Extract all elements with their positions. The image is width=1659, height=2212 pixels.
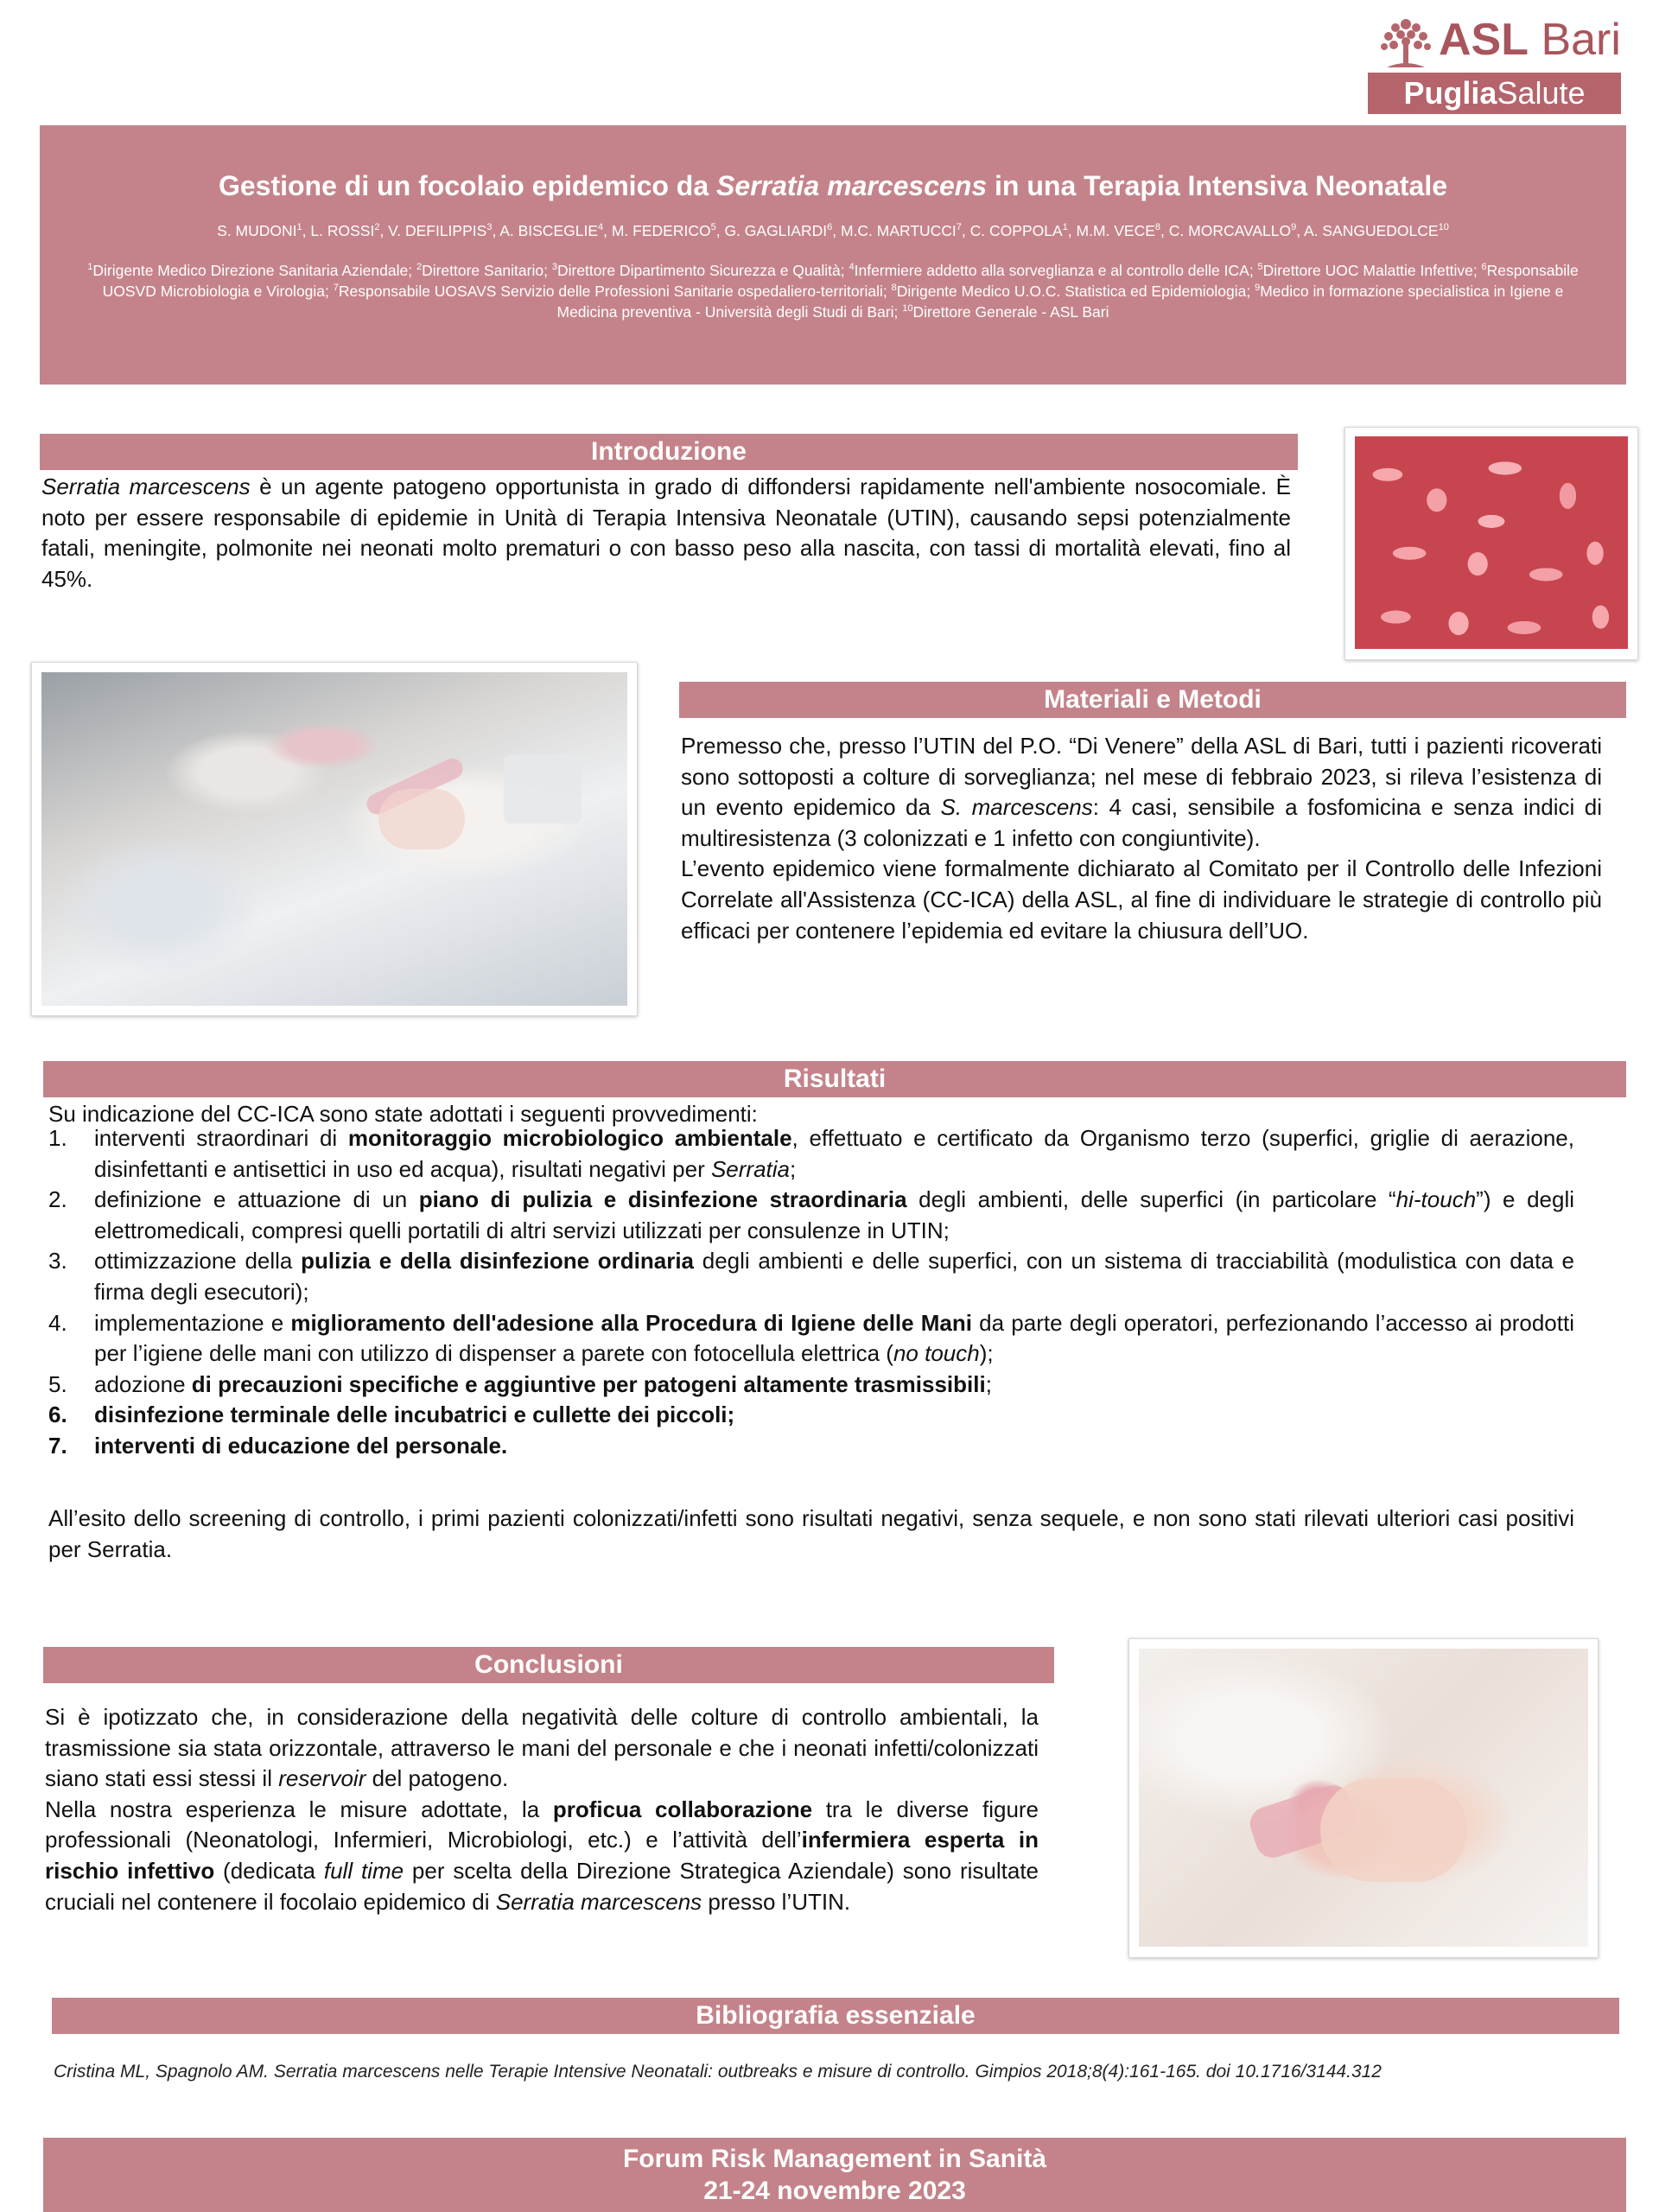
intro-text: Serratia marcescens è un agente patogeno opportunista in grado di diffondersi rapidamente nell'ambiente nosocomiale. È noto per essere responsabile di epidemie in Unità di Terapia Intensiva Neonatale (UTIN), causando sepsi potenzialmente fatali, meningite, polmonite nei neonati molto prematuri o con basso peso alla nascita, con tassi di mortalità elevati, fino al 45%.: [41, 474, 1291, 592]
author: C. MORCAVALLO$^9$: [1168, 222, 1297, 239]
affiliation: $^1$Dirigente Medico Direzione Sanitaria Aziendale: [87, 262, 409, 279]
affiliation: $^5$Direttore UOC Malattie Infettive: [1257, 262, 1473, 279]
author: M. FEDERICO$^5$: [611, 222, 716, 239]
conclusions-heading: Conclusioni: [43, 1647, 1054, 1683]
tree-icon: [1376, 16, 1435, 69]
results-outcome: All’esito dello screening di controllo, i primi pazienti colonizzati/infetti sono risultati negativi, senza sequele, e non sono stati rilevati ulteriori casi positivi per Serratia.: [48, 1505, 1574, 1562]
author: G. GAGLIARDI$^6$: [724, 222, 833, 239]
baby-hand-image: [1139, 1649, 1588, 1947]
methods-paragraph-1: Premesso che, presso l’UTIN del P.O. “Di Venere” della ASL di Bari, tutti i pazienti ricoverati sono sottoposti a colture di sorveglianza; nel mese di febbraio 2023, si rileva l’esistenza di un evento epidemico da S. marcescens: 4 casi, sensibile a fosfomicina e senza indici di multiresistenza (3 colonizzati e 1 infetto con congiuntivite).: [681, 733, 1603, 851]
author: M.C. MARTUCCI$^7$: [840, 222, 962, 239]
poster-header: [40, 125, 1626, 385]
author-list: S. MUDONI$^1$, L. ROSSI$^2$, V. DEFILIPPIS$^3$, A. BISCEGLIE$^4$, M. FEDERICO$^5$, G. GAGLIARDI$^6$, M.C. MARTUCCI$^7$, C. COPPOLA$^1$, M.M. VECE$^8$, C. MORCAVALLO$^9$, A. SANGUEDOLCE$^{10}$: [217, 222, 1449, 239]
baby-hand-shape: [378, 789, 465, 849]
results-list-item: 4. implementazione e miglioramento dell'adesione alla Procedura di Igiene delle Mani da parte degli operatori, perfezionando l’accesso ai prodotti per l’igiene delle mani con utilizzo di dispenser a parete con fotocellula elettrica (no touch);: [48, 1309, 1574, 1367]
results-heading: Risultati: [43, 1061, 1626, 1097]
puglia-salute-band: PugliaSalute: [1368, 73, 1621, 114]
bacteria-microscopy-image: [1355, 436, 1628, 649]
author: L. ROSSI$^2$: [310, 222, 380, 239]
affiliation: $^2$Direttore Sanitario: [416, 262, 544, 279]
asl-bari-logo: [1368, 10, 1621, 114]
bibliography-heading: Bibliografia essenziale: [52, 1998, 1619, 2034]
incubator-newborn-image: [41, 672, 627, 1006]
intro-heading: Introduzione: [40, 434, 1298, 470]
logo-text: ASL Bari: [1439, 15, 1621, 65]
conference-footer: [43, 2138, 1626, 2212]
results-list-item: 7. interventi di educazione del personale.: [48, 1432, 508, 1459]
conference-dates: 21-24 novembre 2023: [703, 2177, 966, 2205]
conclusions-paragraph-1: Si è ipotizzato che, in considerazione della negatività delle colture di controllo ambientali, la trasmissione sia stata orizzontale, attraverso le mani del personale e che i neonati infetti/colonizzati siano stati essi stessi il reservoir del patogeno.: [45, 1704, 1039, 1792]
author: M.M. VECE$^8$: [1076, 222, 1161, 239]
affiliation-list: $^1$Dirigente Medico Direzione Sanitaria Aziendale; $^2$Direttore Sanitario; $^3$Direttore Dipartimento Sicurezza e Qualità; $^4$Infermiere addetto alla sorveglianza e al controllo delle ICA; $^5$Direttore UOC Malattie Infettive; $^6$Responsabile UOSVD Microbiologia e Virologia; $^7$Responsabile UOSAVS Servizio delle Professioni Sanitarie ospedaliero-territoriali; $^8$Dirigente Medico U.O.C. Statistica ed Epidemiologia; $^9$Medico in formazione specialistica in Igiene e Medicina preventiva - Università degli Studi di Bari; $^{10}$Direttore Generale - ASL Bari: [87, 262, 1579, 321]
affiliation: $^8$Dirigente Medico U.O.C. Statistica ed Epidemiologia: [891, 283, 1247, 300]
results-list: [48, 1123, 1574, 1462]
author: A. BISCEGLIE$^4$: [499, 222, 604, 239]
methods-paragraph-2: L’evento epidemico viene formalmente dichiarato al Comitato per il Controllo delle Infezioni Correlate all'Assistenza (CC-ICA) della ASL, al fine di individuare le strategie di controllo più efficaci per contenere l’epidemia ed evitare la chiusura dell’UO.: [681, 855, 1602, 944]
conference-name: Forum Risk Management in Sanità: [622, 2145, 1047, 2173]
poster-title: Gestione di un focolaio epidemico da Serratia marcescens in una Terapia Intensiva Neonatale: [218, 170, 1448, 201]
adult-finger-shape: [1320, 1778, 1467, 1882]
affiliation: $^7$Responsabile UOSAVS Servizio delle Professioni Sanitarie ospedaliero-territoriali: [333, 283, 883, 300]
results-list-item: 2. definizione e attuazione di un piano di pulizia e disinfezione straordinaria degli ambienti, delle superfici (in particolare “hi-touch”) e degli elettromedicali, compresi quelli portatili di altri servizi utilizzati per consulenze in UTIN;: [48, 1186, 1574, 1243]
author: S. MUDONI$^1$: [217, 222, 302, 239]
affiliation: $^{10}$Direttore Generale - ASL Bari: [902, 303, 1109, 321]
affiliation: $^4$Infermiere addetto alla sorveglianza e al controllo delle ICA: [849, 262, 1249, 279]
conclusions-paragraph-2: Nella nostra esperienza le misure adottate, la proficua collaborazione tra le diverse figure professionali (Neonatologi, Infermieri, Microbiologi, etc.) e l’attività dell’infermiera esperta in rischio infettivo (dedicata full time per scelta della Direzione Strategica Aziendale) sono risultate cruciali nel contenere il focolaio epidemico di Serratia marcescens presso l’UTIN.: [45, 1796, 1039, 1915]
results-list-item: 6. disinfezione terminale delle incubatrici e cullette dei piccoli;: [48, 1402, 735, 1428]
results-lead: Su indicazione del CC-ICA sono state adottati i seguenti provvedimenti:: [48, 1101, 758, 1127]
methods-heading: Materiali e Metodi: [679, 682, 1626, 718]
affiliation: $^9$Medico in formazione specialistica in Igiene e Medicina preventiva - Università degli Studi di Bari: [556, 283, 1564, 321]
author: A. SANGUEDOLCE$^{10}$: [1303, 222, 1449, 239]
affiliation: $^6$Responsabile UOSVD Microbiologia e Virologia: [102, 262, 1579, 300]
methods-text: [681, 731, 1602, 946]
bibliography-entry: Cristina ML, Spagnolo AM. Serratia marcescens nelle Terapie Intensive Neonatali: outbreaks e misure di controllo. Gimpios 2018;8(4):161-165. doi 10.1716/3144.312: [54, 2062, 1382, 2082]
affiliation: $^3$Direttore Dipartimento Sicurezza e Qualità: [551, 262, 841, 279]
author: C. COPPOLA$^1$: [969, 222, 1068, 239]
incubator-port-shape: [504, 754, 582, 823]
conclusions-text: [45, 1702, 1039, 1917]
results-list-item: 1. interventi straordinari di monitoraggio microbiologico ambientale, effettuato e certificato da Organismo terzo (superfici, griglie di aerazione, disinfettanti e antisettici in uso ed acqua), risultati negativi per Serratia;: [48, 1125, 1574, 1182]
author: V. DEFILIPPIS$^3$: [388, 222, 493, 239]
results-list-item: 5. adozione di precauzioni specifiche e aggiuntive per patogeni altamente trasmissibili;: [48, 1370, 992, 1397]
results-list-item: 3. ottimizzazione della pulizia e della disinfezione ordinaria degli ambienti e delle superfici, con un sistema di tracciabilità (modulistica con data e firma degli esecutori);: [48, 1248, 1575, 1305]
